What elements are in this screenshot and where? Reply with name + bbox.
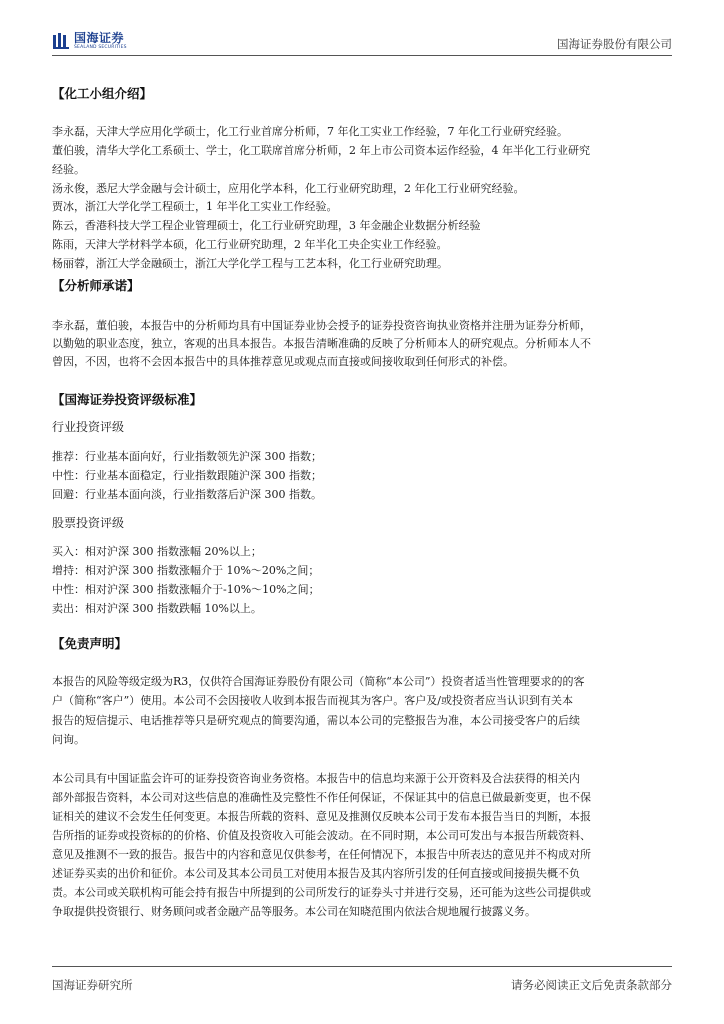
team-line: 汤永俊，悉尼大学金融与会计硕士，应用化学本科，化工行业研究助理，2 年化工行业研究经验。 bbox=[52, 182, 525, 195]
section-title-rating: 【国海证券投资评级标准】 bbox=[52, 392, 203, 407]
team-line: 李永磊，天津大学应用化学硕士，化工行业首席分析师，7 年化工实业工作经验，7 年化工行业研究经验。 bbox=[52, 125, 568, 138]
team-line: 陈云，香港科技大学工程企业管理硕士，化工行业研究助理，3 年金融企业数据分析经验 bbox=[52, 219, 481, 232]
commitment-line: 以勤勉的职业态度，独立，客观的出具本报告。本报告清晰准确的反映了分析师本人的研究观点。分析师本人不 bbox=[52, 337, 591, 350]
disclaimer-line: 责。本公司或关联机构可能会持有报告中所提到的公司所发行的证券头寸并进行交易，还可能为这些公司提供或 bbox=[52, 886, 591, 899]
industry-rating-title: 行业投资评级 bbox=[52, 420, 125, 434]
logo-mark-icon bbox=[52, 32, 70, 50]
stock-rating-line: 增持：相对沪深 300 指数涨幅介于 10%～20%之间； bbox=[52, 564, 320, 577]
team-line: 经验。 bbox=[52, 163, 85, 176]
disclaimer-line: 问询。 bbox=[52, 733, 85, 746]
footer-notice: 请务必阅读正文后免责条款部分 bbox=[511, 978, 672, 992]
stock-rating-line: 卖出：相对沪深 300 指数跌幅 10%以上。 bbox=[52, 602, 262, 615]
stock-rating-line: 中性：相对沪深 300 指数涨幅介于-10%～10%之间； bbox=[52, 583, 320, 596]
disclaimer-line: 户（简称“客户”）使用。本公司不会因接收人收到本报告而视其为客户。客户及/或投资者应当认识到有关本 bbox=[52, 694, 573, 707]
stock-rating-title: 股票投资评级 bbox=[52, 516, 125, 530]
footer-divider bbox=[52, 966, 672, 967]
disclaimer-line: 部外部报告资料，本公司对这些信息的准确性及完整性不作任何保证，不保证其中的信息已做最新变更，也不保 bbox=[52, 791, 591, 804]
disclaimer-line: 本报告的风险等级定级为R3，仅供符合国海证券股份有限公司（简称“本公司”）投资者适当性管理要求的的客 bbox=[52, 675, 585, 688]
team-line: 陈雨，天津大学材料学本硕，化工行业研究助理，2 年半化工央企实业工作经验。 bbox=[52, 238, 448, 251]
section-title-disclaimer: 【免责声明】 bbox=[52, 636, 128, 651]
industry-rating-line: 回避：行业基本面向淡，行业指数落后沪深 300 指数。 bbox=[52, 488, 322, 501]
disclaimer-line: 告所指的证券或投资标的的价格、价值及投资收入可能会波动。在不同时期，本公司可发出与本报告所载资料、 bbox=[52, 829, 591, 842]
team-line: 贾冰，浙江大学化学工程硕士，1 年半化工实业工作经验。 bbox=[52, 200, 338, 213]
team-line: 董伯骏，清华大学化工系硕士、学士，化工联席首席分析师，2 年上市公司资本运作经验，4 年半化工行业研究 bbox=[52, 144, 590, 157]
stock-rating-line: 买入：相对沪深 300 指数涨幅 20%以上； bbox=[52, 545, 262, 558]
disclaimer-line: 述证券买卖的出价和征价。本公司及其本公司员工对使用本报告及其内容所引发的任何直接或间接损失概不负 bbox=[52, 867, 580, 880]
company-name: 国海证券股份有限公司 bbox=[557, 37, 672, 51]
footer-institute: 国海证券研究所 bbox=[52, 978, 133, 992]
industry-rating-line: 推荐：行业基本面向好，行业指数领先沪深 300 指数； bbox=[52, 450, 322, 463]
company-logo bbox=[52, 32, 127, 51]
logo-name-en: SEALAND SECURITIES bbox=[74, 45, 127, 50]
page-header bbox=[52, 30, 672, 56]
commitment-line: 曾因，不因，也将不会因本报告中的具体推荐意见或观点而直接或间接收取到任何形式的补偿。 bbox=[52, 355, 514, 368]
disclaimer-line: 意见及推测不一致的报告。报告中的内容和意见仅供参考，在任何情况下，本报告中所表达的意见并不构成对所 bbox=[52, 848, 591, 861]
header-divider bbox=[52, 55, 672, 56]
disclaimer-line: 证相关的建议不会发生任何变更。本报告所载的资料、意见及推测仅反映本公司于发布本报告当日的判断，本报 bbox=[52, 810, 591, 823]
logo-name-cn: 国海证券 bbox=[74, 31, 125, 45]
disclaimer-line: 争取提供投资银行、财务顾问或者金融产品等服务。本公司在知晓范围内依法合规地履行披露义务。 bbox=[52, 905, 536, 918]
disclaimer-line: 本公司具有中国证监会许可的证券投资咨询业务资格。本报告中的信息均来源于公开资料及合法获得的相关内 bbox=[52, 772, 580, 785]
team-line: 杨丽蓉，浙江大学金融硕士，浙江大学化学工程与工艺本科，化工行业研究助理。 bbox=[52, 257, 448, 270]
commitment-line: 李永磊，董伯骏，本报告中的分析师均具有中国证券业协会授予的证券投资咨询执业资格并注册为证券分析师， bbox=[52, 319, 591, 332]
disclaimer-line: 报告的短信提示、电话推荐等只是研究观点的简要沟通，需以本公司的完整报告为准，本公司接受客户的后续 bbox=[52, 714, 580, 727]
industry-rating-line: 中性：行业基本面稳定，行业指数跟随沪深 300 指数； bbox=[52, 469, 322, 482]
section-title-commitment: 【分析师承诺】 bbox=[52, 278, 140, 293]
section-title-team: 【化工小组介绍】 bbox=[52, 86, 153, 101]
